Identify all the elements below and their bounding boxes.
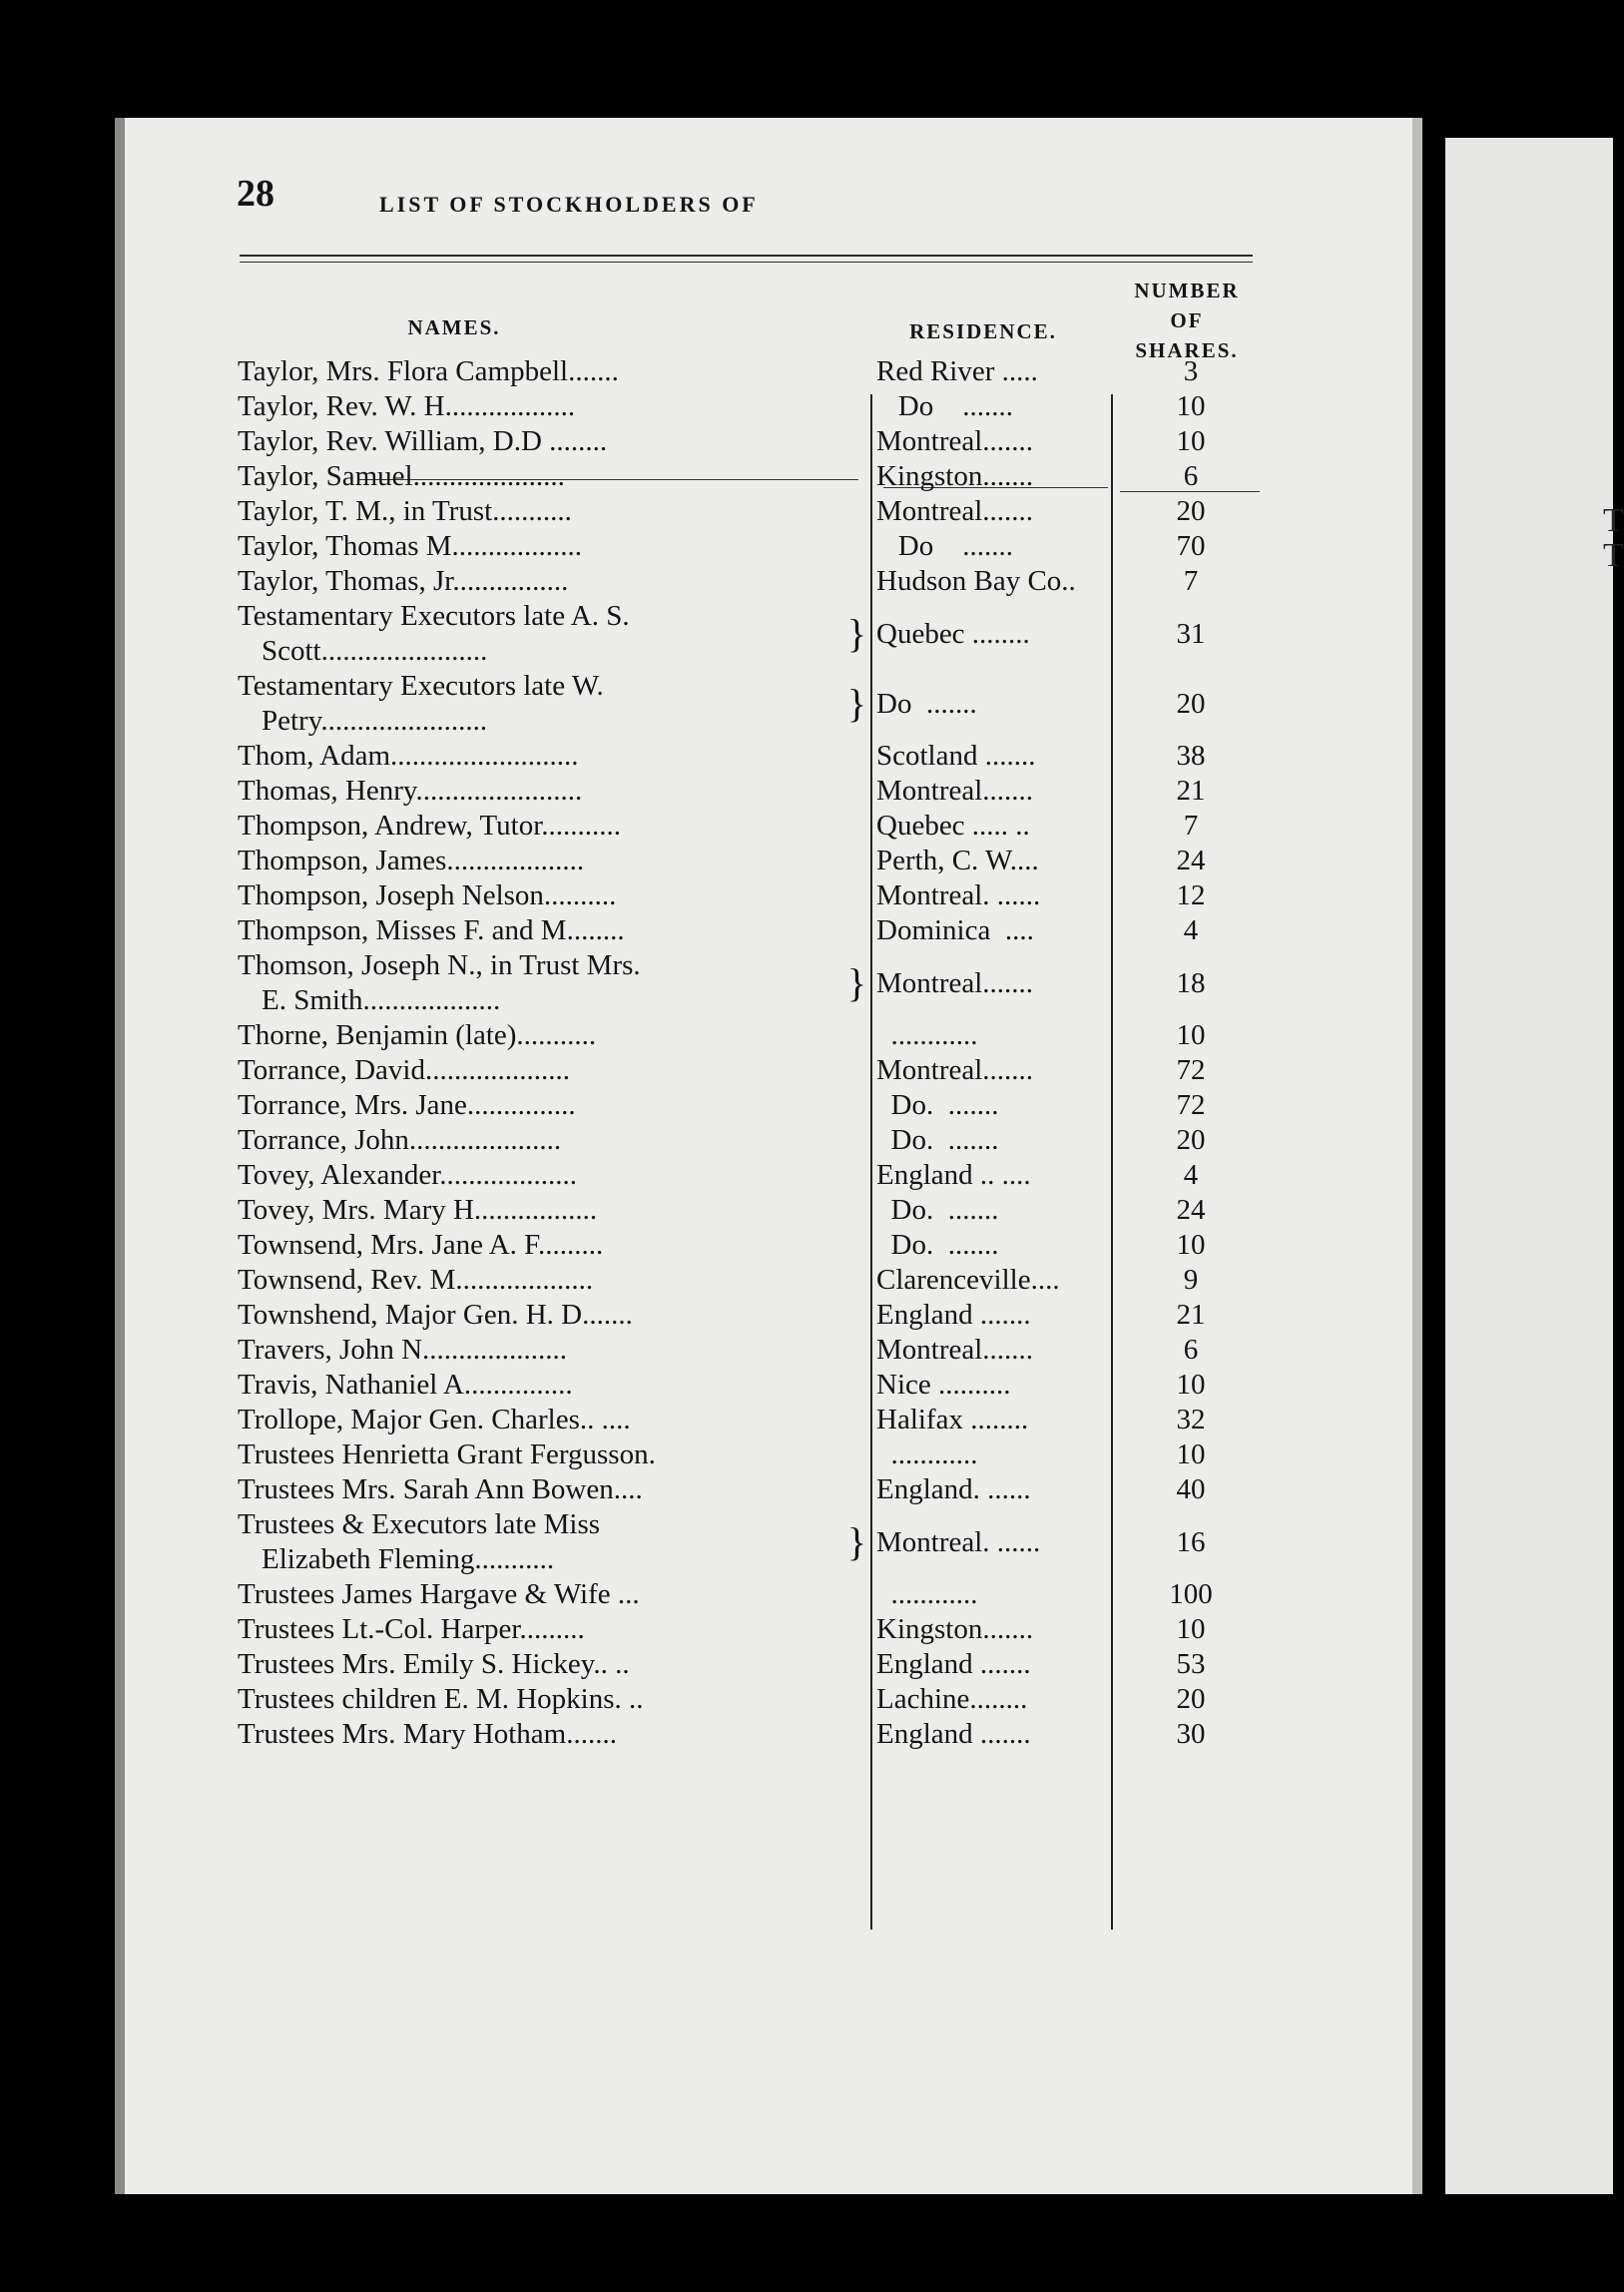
residence-cell: Kingston....... — [876, 460, 1034, 492]
residence-cell: Quebec ..... .. — [876, 810, 1030, 842]
stockholder-name: Taylor, Thomas M.................. — [238, 530, 583, 562]
table-row — [238, 809, 1256, 844]
stockholder-name: Torrance, Mrs. Jane............... — [238, 1089, 576, 1121]
table-row — [238, 1263, 1256, 1298]
stockholder-name: Thompson, James................... — [238, 845, 585, 876]
table-row — [238, 739, 1256, 774]
shares-cell: 24 — [1176, 845, 1206, 876]
residence-cell: Kingston....... — [876, 1613, 1034, 1645]
residence-cell: Montreal. ...... — [876, 1525, 1041, 1558]
table-row — [238, 459, 1256, 494]
stockholder-name: Thom, Adam.......................... — [238, 740, 579, 772]
adjacent-page-edge — [1445, 138, 1624, 2194]
shares-cell: 10 — [1176, 1438, 1206, 1470]
residence-cell: Clarenceville.... — [876, 1264, 1060, 1296]
shares-cell: 72 — [1176, 1054, 1206, 1086]
name-line-continued: Scott....................... — [262, 635, 488, 667]
residence-cell: Halifax ........ — [876, 1404, 1029, 1435]
shares-cell: 72 — [1176, 1089, 1206, 1121]
residence-cell: Red River ..... — [876, 355, 1038, 387]
table-row — [238, 1577, 1256, 1612]
page-number: 28 — [237, 173, 274, 215]
table-row — [238, 1682, 1256, 1717]
table-row — [238, 844, 1256, 878]
shares-cell: 31 — [1176, 617, 1206, 650]
table-row — [238, 389, 1256, 424]
table-row — [238, 774, 1256, 809]
shares-cell: 10 — [1176, 1613, 1206, 1645]
residence-cell: Montreal....... — [876, 425, 1034, 457]
residence-cell: Dominica .... — [876, 914, 1034, 946]
table-row — [238, 913, 1256, 948]
shares-cell: 10 — [1176, 425, 1206, 457]
shares-cell: 20 — [1176, 687, 1206, 720]
table-row — [238, 1298, 1256, 1333]
stockholder-name: Taylor, Rev. William, D.D ........ — [238, 425, 608, 457]
shares-cell: 32 — [1176, 1404, 1206, 1435]
shares-header-line: OF — [1170, 308, 1204, 332]
table-row — [238, 564, 1256, 599]
table-row — [238, 1018, 1256, 1053]
shares-cell: 18 — [1176, 966, 1206, 999]
stockholder-name: Taylor, Samuel..................... — [238, 460, 565, 492]
header-rule-top-thin — [240, 262, 1253, 263]
table-row — [238, 1158, 1256, 1193]
stockholder-name: Trustees children E. M. Hopkins. .. — [238, 1683, 644, 1715]
shares-cell: 7 — [1183, 565, 1199, 597]
residence-cell: Quebec ........ — [876, 617, 1030, 650]
residence-cell: England ....... — [876, 1648, 1031, 1680]
residence-cell: England ....... — [876, 1299, 1031, 1331]
running-head: LIST OF STOCKHOLDERS OF — [379, 192, 759, 217]
stockholder-name — [238, 1507, 870, 1577]
residence-cell: England. ...... — [876, 1473, 1031, 1505]
table-row — [238, 494, 1256, 529]
shares-cell: 4 — [1183, 1159, 1199, 1191]
stockholder-name: Trustees Mrs. Mary Hotham....... — [238, 1718, 617, 1750]
shares-cell: 20 — [1176, 1124, 1206, 1156]
table-row — [238, 1472, 1256, 1507]
stockholder-name: Travis, Nathaniel A............... — [238, 1369, 573, 1401]
stockholder-name: Trustees Mrs. Emily S. Hickey.. .. — [238, 1648, 630, 1680]
shares-cell: 24 — [1176, 1194, 1206, 1226]
stockholder-name: Trustees Mrs. Sarah Ann Bowen.... — [238, 1473, 643, 1505]
residence-cell: Montreal....... — [876, 495, 1034, 527]
stockholder-name: Townshend, Major Gen. H. D....... — [238, 1299, 633, 1331]
residence-cell: Do. ....... — [876, 1229, 999, 1261]
residence-cell: ............ — [876, 1019, 978, 1051]
stockholder-name: Travers, John N.................... — [238, 1334, 568, 1366]
brace-mark: } — [846, 611, 866, 656]
table-row — [238, 1193, 1256, 1228]
residence-cell: Do. ....... — [876, 1194, 999, 1226]
shares-cell: 30 — [1176, 1718, 1206, 1750]
name-line-continued: Elizabeth Fleming........... — [262, 1543, 555, 1575]
shares-cell: 70 — [1176, 530, 1206, 562]
residence-cell: Montreal....... — [876, 1334, 1034, 1366]
residence-cell: Montreal....... — [876, 775, 1034, 807]
residence-cell: Do. ....... — [876, 1124, 999, 1156]
stockholder-name: Trustees Lt.-Col. Harper......... — [238, 1613, 585, 1645]
shares-cell: 9 — [1183, 1264, 1199, 1296]
table-row — [238, 1403, 1256, 1437]
shares-cell: 4 — [1183, 914, 1199, 946]
shares-cell: 10 — [1176, 1229, 1206, 1261]
stockholder-name: Taylor, Thomas, Jr................ — [238, 565, 569, 597]
name-line: Testamentary Executors late A. S. — [238, 600, 630, 632]
residence-cell: Do ....... — [876, 530, 1013, 562]
stockholder-name: Tovey, Alexander................... — [238, 1159, 577, 1191]
table-row — [238, 1228, 1256, 1263]
adjacent-page-fragment: T — [1603, 537, 1624, 574]
residence-cell: Montreal....... — [876, 966, 1034, 999]
column-header-names: NAMES. — [407, 315, 501, 339]
table-row — [238, 1053, 1256, 1088]
stockholder-name: Trustees James Hargave & Wife ... — [238, 1578, 640, 1610]
table-row — [238, 529, 1256, 564]
shares-cell: 20 — [1176, 1683, 1206, 1715]
table-row — [238, 424, 1256, 459]
residence-cell: Montreal....... — [876, 1054, 1034, 1086]
table-row — [238, 1088, 1256, 1123]
shares-cell: 20 — [1176, 495, 1206, 527]
name-line-continued: Petry....................... — [262, 705, 488, 737]
header-rule-top — [240, 255, 1253, 257]
table-row — [238, 354, 1256, 389]
shares-cell: 10 — [1176, 1019, 1206, 1051]
name-line: Trustees & Executors late Miss — [238, 1508, 601, 1540]
residence-cell: ............ — [876, 1578, 978, 1610]
table-row — [238, 1437, 1256, 1472]
stockholder-name: Thomas, Henry....................... — [238, 775, 583, 807]
shares-cell: 7 — [1183, 810, 1199, 842]
name-line: Testamentary Executors late W. — [238, 670, 604, 702]
shares-cell: 40 — [1176, 1473, 1206, 1505]
residence-cell: Lachine........ — [876, 1683, 1028, 1715]
table-row — [238, 599, 1256, 669]
table-row — [238, 1647, 1256, 1682]
stockholders-table — [238, 354, 1256, 1752]
stockholder-name: Torrance, David.................... — [238, 1054, 570, 1086]
residence-cell: Montreal. ...... — [876, 879, 1041, 911]
table-row — [238, 1333, 1256, 1368]
shares-cell: 16 — [1176, 1525, 1206, 1558]
stockholder-name — [238, 948, 870, 1018]
stockholder-name: Trollope, Major Gen. Charles.. .... — [238, 1404, 631, 1435]
shares-cell: 38 — [1176, 740, 1206, 772]
name-line-continued: E. Smith................... — [262, 984, 501, 1016]
stockholder-name — [238, 599, 870, 669]
stockholder-name: Thompson, Misses F. and M........ — [238, 914, 625, 946]
brace-mark: } — [846, 960, 866, 1005]
stockholder-name: Tovey, Mrs. Mary H................. — [238, 1194, 598, 1226]
stockholder-name: Townsend, Rev. M................... — [238, 1264, 594, 1296]
adjacent-page-fragment: T — [1603, 502, 1624, 539]
residence-cell: Perth, C. W.... — [876, 845, 1039, 876]
stockholder-name: Taylor, T. M., in Trust........... — [238, 495, 572, 527]
residence-cell: ............ — [876, 1438, 978, 1470]
name-line: Thomson, Joseph N., in Trust Mrs. — [238, 949, 641, 981]
column-header-shares — [1116, 276, 1258, 365]
brace-mark: } — [846, 681, 866, 726]
shares-cell: 12 — [1176, 879, 1206, 911]
residence-cell: Do ....... — [876, 687, 977, 720]
shares-cell: 6 — [1183, 460, 1199, 492]
table-row — [238, 669, 1256, 739]
stockholder-name: Torrance, John..................... — [238, 1124, 562, 1156]
residence-cell: England ....... — [876, 1718, 1031, 1750]
shares-header-line: SHARES. — [1135, 338, 1239, 362]
stockholder-name: Trustees Henrietta Grant Fergusson. — [238, 1438, 656, 1470]
table-row — [238, 1717, 1256, 1752]
table-row — [238, 1507, 1256, 1577]
brace-mark: } — [846, 1519, 866, 1564]
stockholder-name: Taylor, Mrs. Flora Campbell....... — [238, 355, 619, 387]
residence-cell: Do. ....... — [876, 1089, 999, 1121]
stockholder-name: Thompson, Andrew, Tutor........... — [238, 810, 622, 842]
stockholder-name: Thompson, Joseph Nelson.......... — [238, 879, 617, 911]
column-header-residence: RESIDENCE. — [909, 319, 1057, 343]
stockholder-name: Townsend, Mrs. Jane A. F......... — [238, 1229, 604, 1261]
residence-cell: Nice .......... — [876, 1369, 1011, 1401]
table-row — [238, 878, 1256, 913]
shares-cell: 10 — [1176, 1369, 1206, 1401]
stockholder-name — [238, 669, 870, 739]
table-row — [238, 1612, 1256, 1647]
residence-cell: Scotland ....... — [876, 740, 1036, 772]
shares-cell: 21 — [1176, 775, 1206, 807]
table-row — [238, 1368, 1256, 1403]
residence-cell: England .. .... — [876, 1159, 1031, 1191]
shares-cell: 21 — [1176, 1299, 1206, 1331]
stockholder-name: Taylor, Rev. W. H.................. — [238, 390, 576, 422]
table-row — [238, 948, 1256, 1018]
shares-cell: 3 — [1183, 355, 1199, 387]
residence-cell: Do ....... — [876, 390, 1013, 422]
shares-cell: 10 — [1176, 390, 1206, 422]
shares-cell: 53 — [1176, 1648, 1206, 1680]
table-row — [238, 1123, 1256, 1158]
shares-header-line: NUMBER — [1134, 279, 1240, 302]
residence-cell: Hudson Bay Co.. — [876, 565, 1076, 597]
shares-cell: 100 — [1169, 1578, 1213, 1610]
stockholder-name: Thorne, Benjamin (late)........... — [238, 1019, 597, 1051]
shares-cell: 6 — [1183, 1334, 1199, 1366]
